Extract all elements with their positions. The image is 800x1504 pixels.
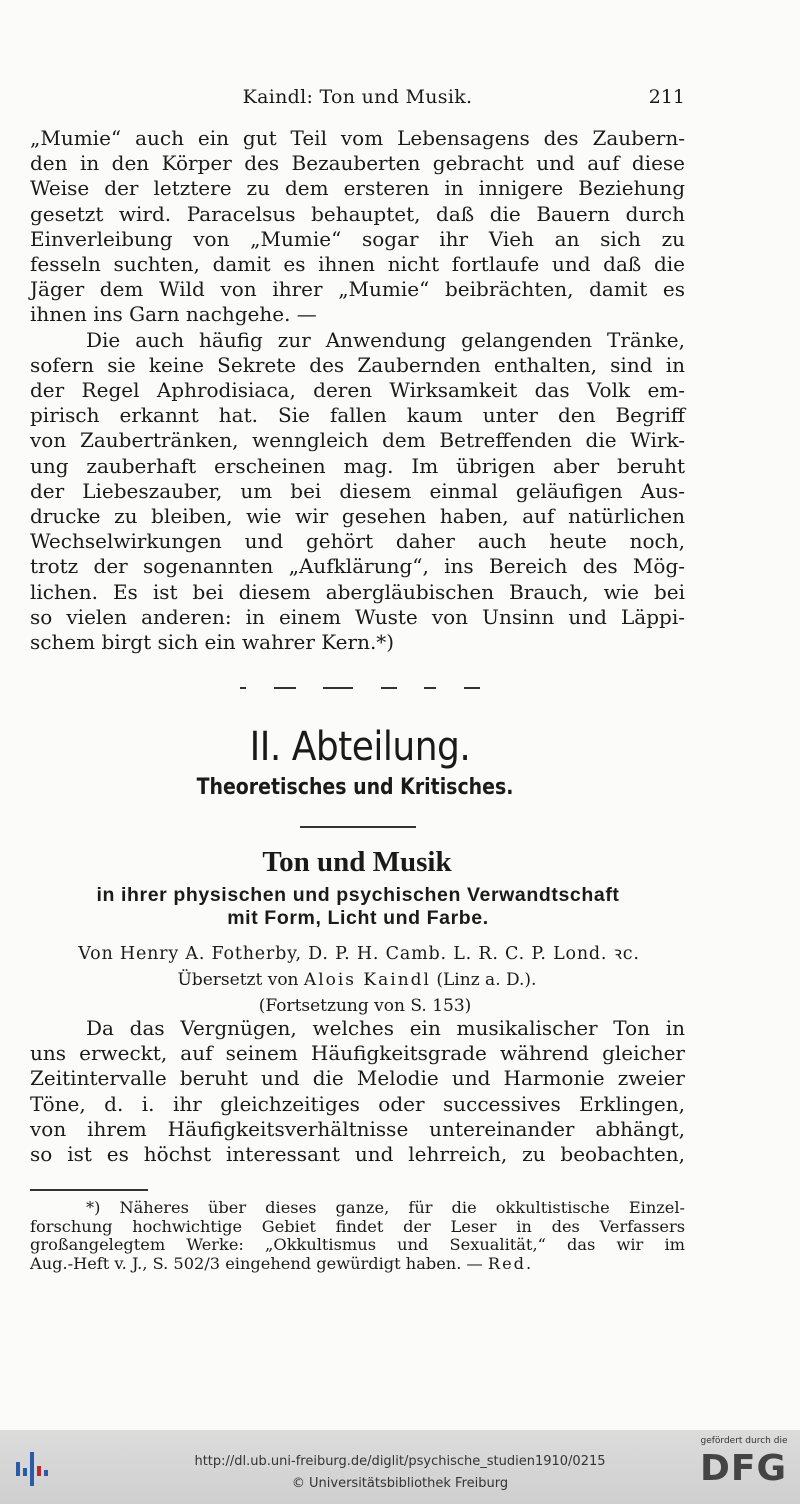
text-line: der Liebeszauber, um bei diesem einmal geläufigen Aus-: [30, 478, 685, 503]
article-byline: Von Henry A. Fotherby, D. P. H. Camb. L. R. C. P. Lond. ꝛc.: [78, 944, 640, 964]
text-line: uns erweckt, auf seinem Häufigkeitsgrade während gleicher: [30, 1041, 685, 1066]
permalink-url[interactable]: http://dl.ub.uni-freiburg.de/diglit/psychische_studien1910/0215: [194, 1454, 606, 1469]
copyright-text: © Universitätsbibliothek Freiburg: [291, 1476, 509, 1491]
text-line: Jäger dem Wild von ihrer „Mumie“ beibrächten, damit es: [30, 277, 685, 302]
article-subtitle: mit Form, Licht und Farbe.: [227, 907, 489, 929]
text-line: sofern sie keine Sekrete des Zaubernden enthalten, sind in: [30, 352, 685, 377]
text-line: Die auch häufig zur Anwendung gelangenden Tränke,: [86, 327, 685, 352]
text-line: trotz der sogenannten „Aufklärung“, ins Bereich des Mög-: [30, 554, 685, 579]
text-line: ung zauberhaft erscheinen mag. Im übrigen aber beruht: [30, 453, 685, 478]
continuation-note: (Fortsetzung von S. 153): [258, 996, 472, 1016]
text-line: pirisch erkannt hat. Sie fallen kaum unter den Begriff: [30, 403, 685, 428]
footnote-line: [30, 1255, 685, 1274]
footnote-line: forschung hochwichtige Gebiet findet der Leser in des Verfassers: [30, 1216, 685, 1236]
translator-prefix: Übersetzt von: [177, 970, 299, 990]
article-subtitle: in ihrer physischen und psychischen Verwandtschaft: [96, 884, 620, 906]
text-line: Wechselwirkungen und gehört daher auch heute noch,: [30, 529, 685, 554]
translator-name: Alois Kaindl: [303, 970, 431, 990]
running-head: Kaindl: Ton und Musik.: [242, 86, 473, 108]
funding-note: gefördert durch die: [700, 1436, 788, 1446]
title-rule: [300, 826, 416, 828]
footnote-line: *) Näheres über dieses ganze, für die okkultistische Einzel-: [86, 1198, 685, 1217]
text-line: der Regel Aphrodisiaca, deren Wirksamkeit das Volk em-: [30, 378, 685, 403]
text-line: drucke zu bleiben, wie wir gesehen haben, auf natürlichen: [30, 504, 685, 529]
page-number: 211: [648, 86, 685, 108]
text-line: schem birgt sich ein wahrer Kern.*): [30, 630, 395, 655]
body-text-top: [30, 126, 685, 655]
text-line: Töne, d. i. ihr gleichzeitiges oder successives Erklingen,: [30, 1091, 685, 1116]
text-line: von Zaubertränken, wenngleich dem Betreffenden die Wirk-: [30, 428, 685, 453]
footnote-line-text: Aug.-Heft v. J., S. 502/3 eingehend gewürdigt haben. —: [30, 1253, 483, 1273]
footnote-line: großangelegtem Werke: „Okkultismus und Sexualität,“ das wir im: [30, 1235, 685, 1255]
page-header: [30, 86, 685, 114]
text-line: Einverleibung von „Mumie“ sogar ihr Vieh an sich zu: [30, 226, 685, 251]
footnote-rule: [30, 1189, 148, 1191]
text-line: „Mumie“ auch ein gut Teil vom Lebensagens des Zaubern-: [30, 126, 685, 150]
text-line: so ist es höchst interessant und lehrreich, zu beobachten,: [30, 1142, 685, 1167]
dashed-separator: [240, 683, 480, 693]
text-line: den in den Körper des Bezauberten gebracht und auf diese: [30, 151, 685, 176]
footnote-signature: Red.: [487, 1253, 534, 1273]
section-subheading: Theoretisches und Kritisches.: [196, 775, 514, 800]
viewer-footer-bar: [0, 1430, 800, 1504]
article-title: Ton und Musik: [262, 846, 452, 878]
text-line: Da das Vergnügen, welches ein musikalischer Ton in: [86, 1016, 685, 1040]
text-line: gesetzt wird. Paracelsus behauptet, daß die Bauern durch: [30, 201, 685, 226]
text-line: von ihrem Häufigkeitsverhältnisse untereinander abhängt,: [30, 1116, 685, 1141]
section-heading: [0, 724, 720, 770]
text-line: lichen. Es ist bei diesem abergläubischen Brauch, wie bei: [30, 579, 685, 604]
text-line: ihnen ins Garn nachgehe. —: [30, 302, 317, 327]
translator-suffix: (Linz a. D.).: [436, 970, 537, 990]
section-title: II. Abteilung.: [249, 724, 471, 770]
translator-line: [0, 970, 714, 990]
text-line: Zeitintervalle beruht und die Melodie und Harmonie zweier: [30, 1066, 685, 1091]
dfg-logo[interactable]: DFG: [700, 1448, 788, 1489]
text-line: so vielen anderen: in einem Wuste von Unsinn und Läppi-: [30, 604, 685, 629]
footnote: [30, 1199, 685, 1273]
body-text-article: [30, 1016, 685, 1167]
text-line: fesseln suchten, damit es ihnen nicht fortlaufe und daß die: [30, 252, 685, 277]
text-line: Weise der letztere zu dem ersteren in innigere Beziehung: [30, 176, 685, 201]
